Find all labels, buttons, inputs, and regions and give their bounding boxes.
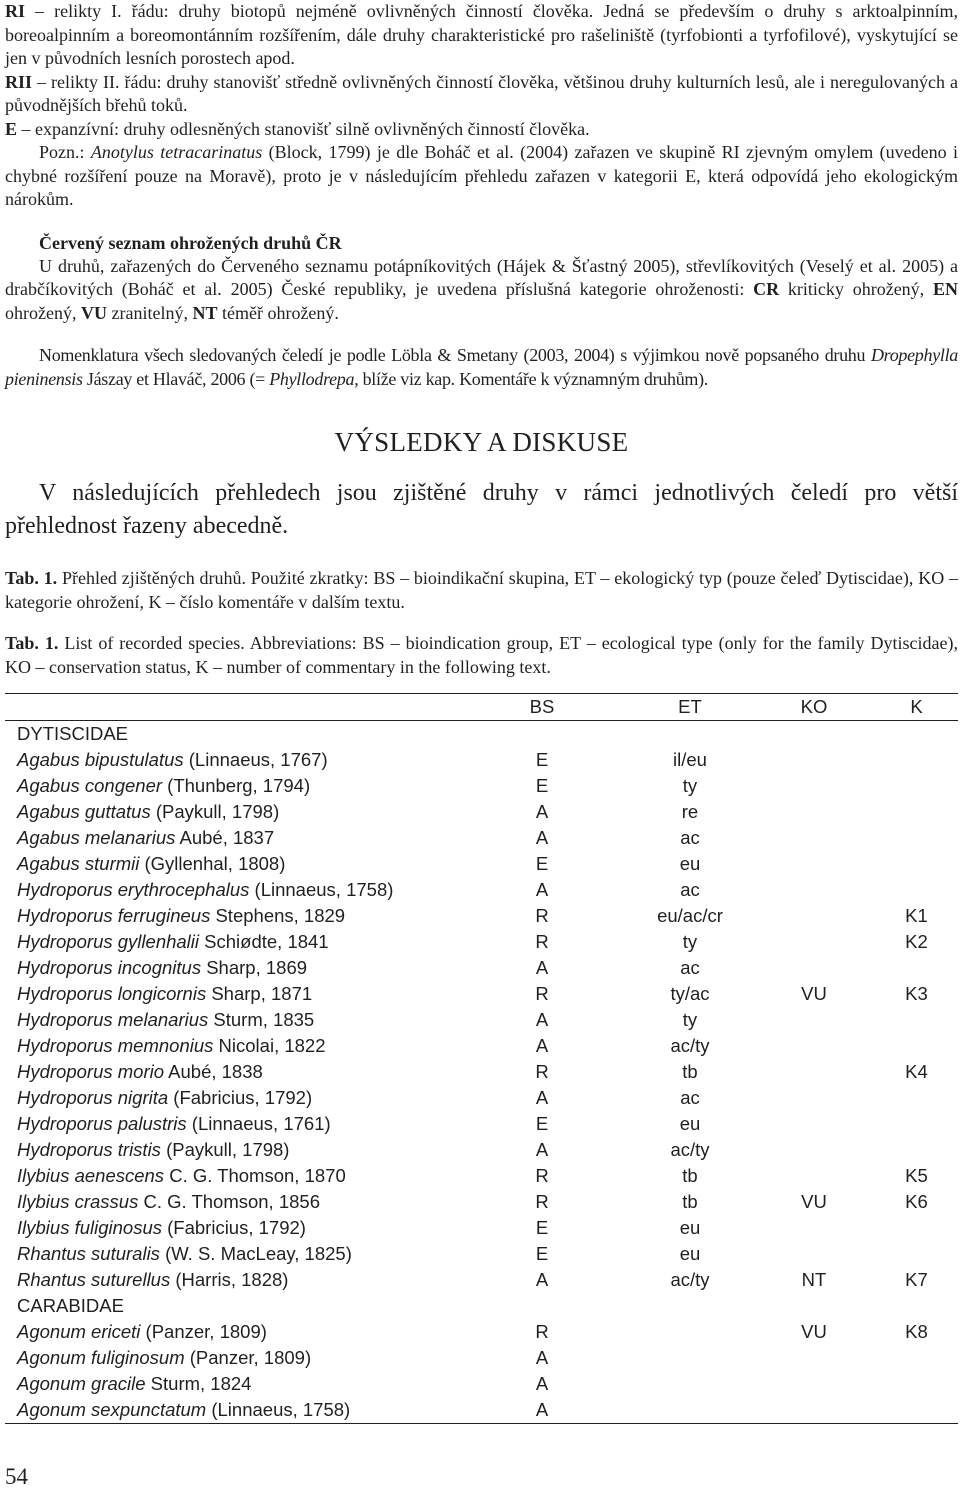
species-author: Stephens, 1829	[210, 905, 346, 926]
species-author: (Linnaeus, 1758)	[206, 1399, 351, 1420]
cell-ko	[753, 1137, 875, 1163]
table-row	[5, 1267, 958, 1293]
species-name: Agabus guttatus	[17, 801, 151, 822]
species-name: Agabus congener	[17, 775, 163, 796]
cell-ko	[753, 877, 875, 903]
cell-k: K1	[905, 905, 928, 926]
cell-ko	[753, 903, 875, 929]
cell-bs: A	[535, 879, 549, 900]
species-name: Hydroporus melanarius	[17, 1009, 209, 1030]
table-row	[5, 747, 958, 773]
cell-ko	[753, 851, 875, 877]
species-author: Schiødte, 1841	[199, 931, 329, 952]
table-row	[5, 981, 958, 1007]
cell-et	[627, 1397, 753, 1424]
cell-et: tb	[682, 1061, 698, 1082]
species-author: (Paykull, 1798)	[160, 1139, 290, 1160]
table-row	[5, 877, 958, 903]
species-author: Nicolai, 1822	[213, 1035, 326, 1056]
cell-bs: A	[535, 1347, 549, 1368]
header-ko: KO	[753, 694, 875, 721]
cell-k: K3	[905, 983, 928, 1004]
cell-et: ty	[682, 931, 698, 952]
cell-ko	[753, 1033, 875, 1059]
cell-et: ac	[680, 1087, 700, 1108]
cell-et: ac	[680, 879, 700, 900]
table-row	[5, 1007, 958, 1033]
cell-et	[627, 1345, 753, 1371]
table-body	[5, 721, 958, 1424]
cell-et: eu	[679, 1113, 701, 1134]
species-table	[5, 693, 958, 1424]
species-cell	[5, 1007, 457, 1033]
cell-et: tb	[682, 1165, 698, 1186]
species-name: Agabus bipustulatus	[17, 749, 184, 770]
note-species: Anotylus tetracarinatus	[90, 142, 263, 162]
cell-ko	[753, 1007, 875, 1033]
cell-k	[875, 799, 958, 825]
cell-k	[875, 1111, 958, 1137]
species-name: Agonum sexpunctatum	[17, 1399, 207, 1420]
cell-ko	[753, 1111, 875, 1137]
cell-k	[875, 1137, 958, 1163]
species-name: Ilybius crassus	[17, 1191, 139, 1212]
cell-bs: A	[457, 1397, 627, 1424]
table-row	[5, 1345, 958, 1371]
nomenclature-species: Dropephylla pieninensis	[5, 345, 958, 389]
code-e: E	[5, 118, 18, 139]
species-name: Hydroporus nigrita	[17, 1087, 169, 1108]
cat-nt-text: téměř ohrožený.	[217, 302, 339, 323]
code-rii: RII	[5, 71, 33, 92]
species-cell	[5, 1215, 457, 1241]
cell-ko	[753, 1059, 875, 1085]
cell-k	[875, 1033, 958, 1059]
cell-et: eu/ac/cr	[657, 905, 723, 926]
cell-ko	[753, 1215, 875, 1241]
cell-k: K6	[905, 1191, 928, 1212]
cat-cr: CR	[753, 279, 780, 299]
cell-bs: R	[535, 905, 549, 926]
species-author: (Fabricius, 1792)	[168, 1087, 313, 1108]
species-name: Rhantus suturellus	[17, 1269, 171, 1290]
cell-bs: R	[535, 1321, 549, 1342]
species-author: (Fabricius, 1792)	[162, 1217, 306, 1238]
species-author: Sharp, 1869	[201, 957, 308, 978]
cell-et: tb	[682, 1191, 698, 1212]
species-name: Hydroporus ferrugineus	[17, 905, 211, 926]
cell-bs: A	[535, 801, 549, 822]
species-name: Hydroporus longicornis	[17, 983, 207, 1004]
cell-k: K4	[905, 1061, 928, 1082]
note-paragraph	[5, 141, 958, 212]
species-name: Ilybius aenescens	[17, 1165, 165, 1186]
table-row	[5, 1111, 958, 1137]
cell-bs: E	[535, 775, 549, 796]
species-author: Sturm, 1824	[145, 1373, 252, 1394]
note-label: Pozn.:	[39, 142, 85, 162]
red-list-title: Červený seznam ohrožených druhů ČR	[39, 232, 342, 253]
caption-en-text: List of recorded species. Abbreviations: BS – bioindication group, ET – ecological type (only for the family Dytiscidae), KO – conservation status, K – number of commentary in the following text.	[5, 633, 958, 677]
nomenclature-text-3: , blíže viz kap. Komentáře k významným druhům).	[354, 369, 708, 389]
caption-en-label: Tab. 1.	[5, 633, 59, 653]
cell-bs: E	[535, 749, 549, 770]
table-row	[5, 1371, 958, 1397]
cell-et: ac	[680, 827, 700, 848]
species-cell	[5, 1267, 457, 1293]
cell-k	[875, 1007, 958, 1033]
cell-ko: VU	[801, 983, 827, 1004]
caption-cz-text: Přehled zjištěných druhů. Použité zkratky: BS – bioindikační skupina, ET – ekologický typ (pouze čeleď Dytiscidae), KO – kategorie ohrožení, K – číslo komentáře v dalším textu.	[5, 568, 958, 612]
table-row	[5, 1319, 958, 1345]
cat-vu: VU	[80, 302, 107, 323]
species-cell	[5, 1371, 457, 1397]
cell-bs: E	[535, 853, 549, 874]
cell-k	[875, 877, 958, 903]
species-author: (Linnaeus, 1761)	[186, 1113, 331, 1134]
red-list-text: U druhů, zařazených do Červeného seznamu potápníkovitých (Hájek & Šťastný 2005), střevlíkovitých (Veselý et al. 2005) a drabčíkovitých (Boháč et al. 2005) České republiky, je uvedena příslušná kategorie ohroženosti:	[5, 255, 958, 299]
species-author: (Thunberg, 1794)	[162, 775, 311, 796]
cell-et	[627, 1319, 753, 1345]
species-cell	[5, 825, 457, 851]
header-species	[5, 694, 457, 721]
cell-k	[875, 825, 958, 851]
species-author: (Panzer, 1809)	[140, 1321, 267, 1342]
family-row-dytiscidae	[5, 721, 958, 748]
cell-ko	[753, 1085, 875, 1111]
nomenclature-genus: Phyllodrepa	[269, 369, 355, 389]
table-row	[5, 773, 958, 799]
species-cell	[5, 1111, 457, 1137]
definition-rii-text: – relikty II. řádu: druhy stanovišť středně ovlivněných činností člověka, většinou druhy kulturních lesů, ale i neregulovaných a původnějších břehů toků.	[5, 71, 958, 115]
cat-en-text: ohrožený,	[5, 302, 81, 323]
cell-et: ty/ac	[670, 983, 710, 1004]
cell-k	[875, 747, 958, 773]
cell-et: eu	[679, 1217, 701, 1238]
table-row	[5, 1215, 958, 1241]
definition-ri-text: – relikty I. řádu: druhy biotopů nejméně ovlivněných činností člověka. Jedná se především o druhy s arktoalpinním, boreoalpinním a boreomontánním rozšířením, dále druhy charakteristické pro rašeliniště (tyrfobionti a tyrfofilové), vyskytující se jen v původních lesních porostech apod.	[5, 1, 958, 68]
species-cell	[5, 877, 457, 903]
species-cell	[5, 1319, 457, 1345]
definition-e	[5, 118, 958, 142]
cell-ko	[753, 1163, 875, 1189]
cell-ko	[753, 955, 875, 981]
cell-k	[875, 1085, 958, 1111]
species-cell	[5, 773, 457, 799]
cell-k	[875, 1345, 958, 1371]
definition-ri	[5, 0, 958, 71]
species-name: Agonum fuliginosum	[17, 1347, 185, 1368]
cell-et: ac/ty	[670, 1035, 710, 1056]
nomenclature-text-2: Jászay et Hlaváč, 2006 (=	[82, 369, 270, 389]
species-cell	[5, 799, 457, 825]
family-name: DYTISCIDAE	[17, 723, 129, 744]
cell-ko	[753, 799, 875, 825]
table-row	[5, 1033, 958, 1059]
cell-ko	[753, 1371, 875, 1397]
cell-bs: A	[535, 1009, 549, 1030]
family-row-carabidae	[5, 1293, 958, 1319]
cell-et: ac/ty	[670, 1269, 710, 1290]
table-row	[5, 799, 958, 825]
table-row	[5, 825, 958, 851]
nomenclature-paragraph	[5, 343, 958, 391]
table-row	[5, 903, 958, 929]
species-cell	[5, 1033, 457, 1059]
species-cell	[5, 1137, 457, 1163]
cat-cr-text: kriticky ohrožený,	[779, 279, 933, 299]
species-author: (Panzer, 1809)	[184, 1347, 312, 1368]
cell-et: eu	[679, 1243, 701, 1264]
species-author: (Linnaeus, 1758)	[249, 879, 394, 900]
species-name: Hydroporus tristis	[17, 1139, 161, 1160]
header-et: ET	[627, 694, 753, 721]
species-name: Rhantus suturalis	[17, 1243, 160, 1264]
cell-ko	[753, 825, 875, 851]
cell-k	[875, 1397, 958, 1424]
document-page	[5, 0, 958, 697]
species-author: Sturm, 1835	[208, 1009, 315, 1030]
note-text: (Block, 1799) je dle Boháč et al. (2004) zařazen ve skupině RI zjevným omylem (uvedeno i chybné rozšíření pouze na Moravě), proto je v následujícím přehledu zařazen v kategorii E, která odpovídá jeho ekologickým nárokům.	[5, 142, 958, 209]
table-row	[5, 955, 958, 981]
cell-et: il/eu	[673, 749, 707, 770]
cell-bs: R	[535, 983, 549, 1004]
header-k: K	[875, 694, 958, 721]
lead-paragraph: V následujících přehledech jsou zjištěné druhy v rámci jednotlivých čeledí pro větší přehlednost řazeny abecedně.	[5, 480, 958, 539]
table-header-row	[5, 694, 958, 721]
species-cell	[5, 747, 457, 773]
cell-k	[875, 773, 958, 799]
species-name: Agabus melanarius	[17, 827, 176, 848]
table-row	[5, 1397, 958, 1424]
cell-et: ty	[682, 1009, 698, 1030]
cell-et: eu	[679, 853, 701, 874]
header-bs: BS	[457, 694, 627, 721]
family-name: CARABIDAE	[17, 1295, 124, 1316]
cell-ko	[753, 1397, 875, 1424]
species-name: Agabus sturmii	[17, 853, 140, 874]
species-cell	[5, 1189, 457, 1215]
cell-et: ac/ty	[670, 1139, 710, 1160]
species-name: Hydroporus palustris	[17, 1113, 187, 1134]
cell-bs: A	[535, 1035, 549, 1056]
cell-k: K5	[905, 1165, 928, 1186]
species-cell	[5, 1163, 457, 1189]
definition-rii	[5, 71, 958, 118]
cell-bs: A	[535, 1373, 549, 1394]
species-name: Hydroporus gyllenhalii	[17, 931, 200, 952]
cell-et	[627, 1371, 753, 1397]
caption-en	[5, 632, 958, 679]
species-name: Hydroporus memnonius	[17, 1035, 214, 1056]
cell-bs: A	[535, 1139, 549, 1160]
code-ri: RI	[5, 1, 26, 21]
cell-bs: R	[535, 931, 549, 952]
caption-cz-label: Tab. 1.	[5, 568, 58, 588]
cat-vu-text: zranitelný,	[106, 302, 193, 323]
species-cell	[5, 929, 457, 955]
species-cell	[5, 1059, 457, 1085]
cell-bs: E	[535, 1217, 549, 1238]
species-name: Agonum ericeti	[17, 1321, 141, 1342]
species-name: Ilybius fuliginosus	[17, 1217, 162, 1238]
species-author: Sharp, 1871	[206, 983, 313, 1004]
cell-bs: E	[535, 1243, 549, 1264]
section-heading: VÝSLEDKY A DISKUSE	[334, 427, 629, 457]
cell-ko	[753, 1241, 875, 1267]
cat-en: EN	[932, 279, 958, 299]
species-author: Aubé, 1837	[175, 827, 275, 848]
table-row	[5, 1059, 958, 1085]
species-author: C. G. Thomson, 1870	[164, 1165, 346, 1186]
table-row	[5, 851, 958, 877]
cell-k	[875, 955, 958, 981]
cell-ko: VU	[801, 1191, 827, 1212]
cell-k: K7	[905, 1269, 928, 1290]
cell-et: re	[681, 801, 699, 822]
species-cell	[5, 851, 457, 877]
cell-k	[875, 1241, 958, 1267]
cell-ko: NT	[801, 1269, 827, 1290]
cell-et: ac	[680, 957, 700, 978]
cell-k: K2	[905, 931, 928, 952]
table-row	[5, 1189, 958, 1215]
table-row	[5, 1241, 958, 1267]
species-cell	[5, 903, 457, 929]
species-author: (Paykull, 1798)	[150, 801, 280, 822]
cell-bs: A	[535, 957, 549, 978]
species-name: Hydroporus morio	[17, 1061, 165, 1082]
species-author: (Linnaeus, 1767)	[183, 749, 328, 770]
cell-bs: R	[535, 1191, 549, 1212]
cell-k	[875, 1215, 958, 1241]
cell-bs: R	[535, 1061, 549, 1082]
species-name: Hydroporus incognitus	[17, 957, 202, 978]
species-cell	[5, 981, 457, 1007]
cell-ko	[753, 1345, 875, 1371]
species-author: (Gyllenhal, 1808)	[139, 853, 286, 874]
species-cell	[5, 1345, 457, 1371]
page-number: 54	[5, 1464, 28, 1489]
table-row	[5, 1137, 958, 1163]
red-list-paragraph	[5, 255, 958, 326]
cell-bs: A	[535, 1269, 549, 1290]
cell-k	[875, 851, 958, 877]
cell-bs: R	[535, 1165, 549, 1186]
cell-bs: A	[535, 827, 549, 848]
cat-nt: NT	[192, 302, 218, 323]
cell-ko: VU	[801, 1321, 827, 1342]
species-name: Agonum gracile	[17, 1373, 146, 1394]
cell-bs: E	[535, 1113, 549, 1134]
species-author: (W. S. MacLeay, 1825)	[159, 1243, 352, 1264]
cell-ko	[753, 747, 875, 773]
cell-k: K8	[905, 1321, 928, 1342]
species-author: Aubé, 1838	[164, 1061, 263, 1082]
table-row	[5, 929, 958, 955]
table-row	[5, 1085, 958, 1111]
species-cell	[5, 1241, 457, 1267]
species-cell	[5, 955, 457, 981]
species-cell	[5, 1085, 457, 1111]
cell-k	[875, 1371, 958, 1397]
species-cell	[5, 1397, 457, 1424]
cell-ko	[753, 929, 875, 955]
cell-ko	[753, 773, 875, 799]
definition-e-text: – expanzívní: druhy odlesněných stanovišť silně ovlivněných činností člověka.	[17, 118, 590, 139]
species-author: C. G. Thomson, 1856	[138, 1191, 320, 1212]
nomenclature-text-1: Nomenklatura všech sledovaných čeledí je podle Löbla & Smetany (2003, 2004) s výjimkou nově popsaného druhu	[39, 345, 871, 365]
species-author: (Harris, 1828)	[170, 1269, 289, 1290]
caption-cz	[5, 567, 958, 614]
species-name: Hydroporus erythrocephalus	[17, 879, 250, 900]
table-row	[5, 1163, 958, 1189]
cell-bs: A	[535, 1087, 549, 1108]
cell-et: ty	[682, 775, 698, 796]
